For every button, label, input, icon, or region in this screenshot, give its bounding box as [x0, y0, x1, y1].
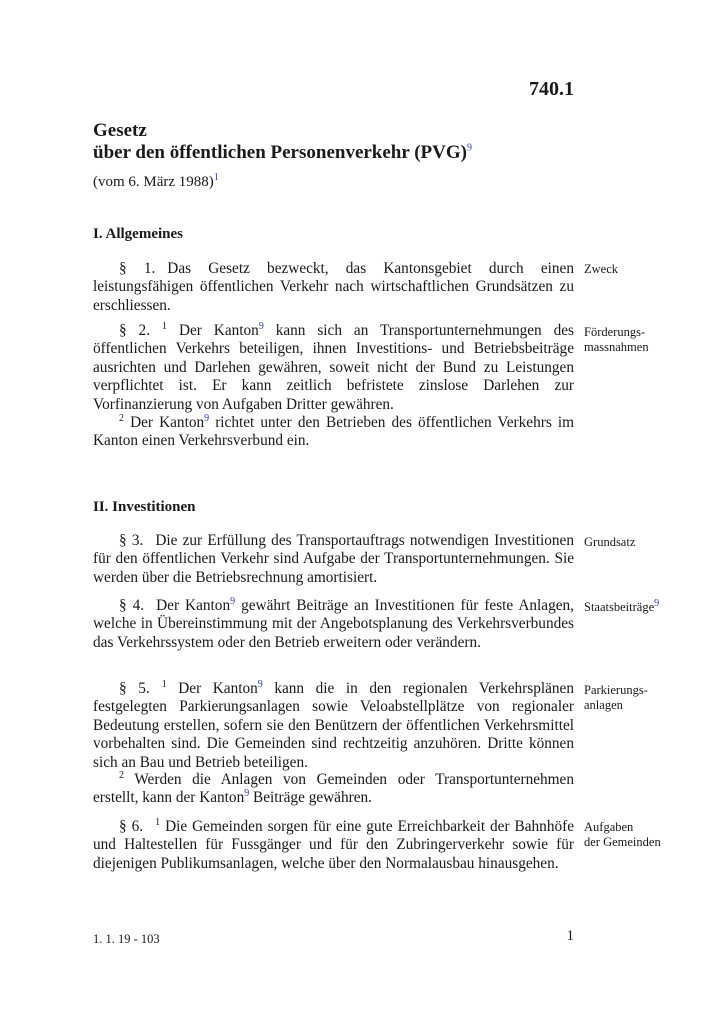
title-line-1: Gesetz — [93, 120, 147, 141]
footnote-link[interactable]: 1 — [213, 172, 219, 183]
document-date: (vom 6. März 1988)$^1$ — [93, 172, 219, 190]
margin-note-foerderungsmassnahmen: Förderungs- massnahmen — [584, 325, 649, 354]
page-number: 1 — [566, 928, 574, 944]
paragraph-6: § 6. $^1$ Die Gemeinden sorgen für eine gute Erreichbarkeit der Bahnhöfe und Haltestellen für Fussgänger und für den Zubringerverkehr sowie für diejenigen Publikumsanlagen, welche über den Normalausbau hinausgehen. — [93, 816, 575, 872]
footnote-link[interactable]: 9 — [204, 412, 210, 424]
section-heading-investitionen: II. Investitionen — [93, 499, 196, 515]
footnote-link[interactable]: 9 — [230, 595, 236, 607]
margin-note-aufgaben-der-gemeinden: Aufgaben der Gemeinden — [584, 820, 661, 849]
margin-note-staatsbeitraege: Staatsbeiträge$^9$ — [584, 597, 660, 614]
footnote-link[interactable]: 9 — [244, 788, 250, 800]
paragraph-5: § 5. $^1$ Der Kanton$^9$ kann die in den regionalen Verkehrsplänen festgelegten Parkierungsanlagen sowie Veloabstellplätze von regionaler Bedeutung erstellen, sofern sie den Benützern der öffentlichen Verkehrsmittel vorbehalten sind. Die Gemeinden sind rechtzeitig anzuhören. Dritte können sich an Bau und Betrieb beteiligen. — [93, 678, 574, 771]
footnote-link[interactable]: 9 — [257, 678, 263, 690]
footnote-link[interactable]: 9 — [258, 320, 264, 332]
footer-edition: 1. 1. 19 - 103 — [93, 932, 160, 946]
paragraph-3: § 3. Die zur Erfüllung des Transportauftrags notwendigen Investitionen für den öffentlichen Verkehr sind Aufgabe der Transportunternehmungen. Sie werden über die Betriebsrechnung amortisiert. — [93, 532, 574, 586]
paragraph-2-absatz-2: $^2$ Der Kanton$^9$ richtet unter den Betrieben des öffentlichen Verkehrs im Kanton einen Verkehrsverbund ein. — [93, 412, 574, 450]
document-number: 740.1 — [529, 78, 574, 100]
paragraph-1: § 1. Das Gesetz bezweckt, das Kantonsgebiet durch einen leistungsfähigen öffentlichen Verkehr nach wirtschaftlichen Grundsätzen zu erschliessen. — [93, 260, 574, 314]
margin-note-grundsatz: Grundsatz — [584, 535, 636, 549]
margin-note-parkierungsanlagen: Parkierungs- anlagen — [584, 683, 648, 712]
document-title — [93, 120, 472, 164]
footnote-link[interactable]: 9 — [466, 142, 472, 154]
section-heading-allgemeines: I. Allgemeines — [93, 226, 183, 242]
footnote-link[interactable]: 9 — [654, 597, 660, 609]
paragraph-2: § 2. $^1$ Der Kanton$^9$ kann sich an Transportunternehmungen des öffentlichen Verkehrs beteiligen, ihnen Investitions- und Betriebsbeiträge ausrichten und Darlehen gewähren, soweit nicht der Bund zu Leistungen verpflichtet ist. Er kann zeitlich befristete zinslose Darlehen zur Vorfinanzierung von Aufgaben Dritter gewähren. — [93, 320, 574, 413]
margin-note-zweck: Zweck — [584, 262, 619, 276]
paragraph-5-absatz-2: $^2$ Werden die Anlagen von Gemeinden oder Transportunternehmen erstellt, kann der Kanton$^9$ Beiträge gewähren. — [93, 769, 574, 807]
paragraph-4: § 4. Der Kanton$^9$ gewährt Beiträge an Investitionen für feste Anlagen, welche in Übereinstimmung mit der Angebotsplanung des Verkehrsverbundes das Verkehrssystem oder den Betrieb erweitern oder verändern. — [93, 595, 574, 651]
title-line-2: über den öffentlichen Personenverkehr (PVG)$^9$ — [93, 142, 472, 163]
